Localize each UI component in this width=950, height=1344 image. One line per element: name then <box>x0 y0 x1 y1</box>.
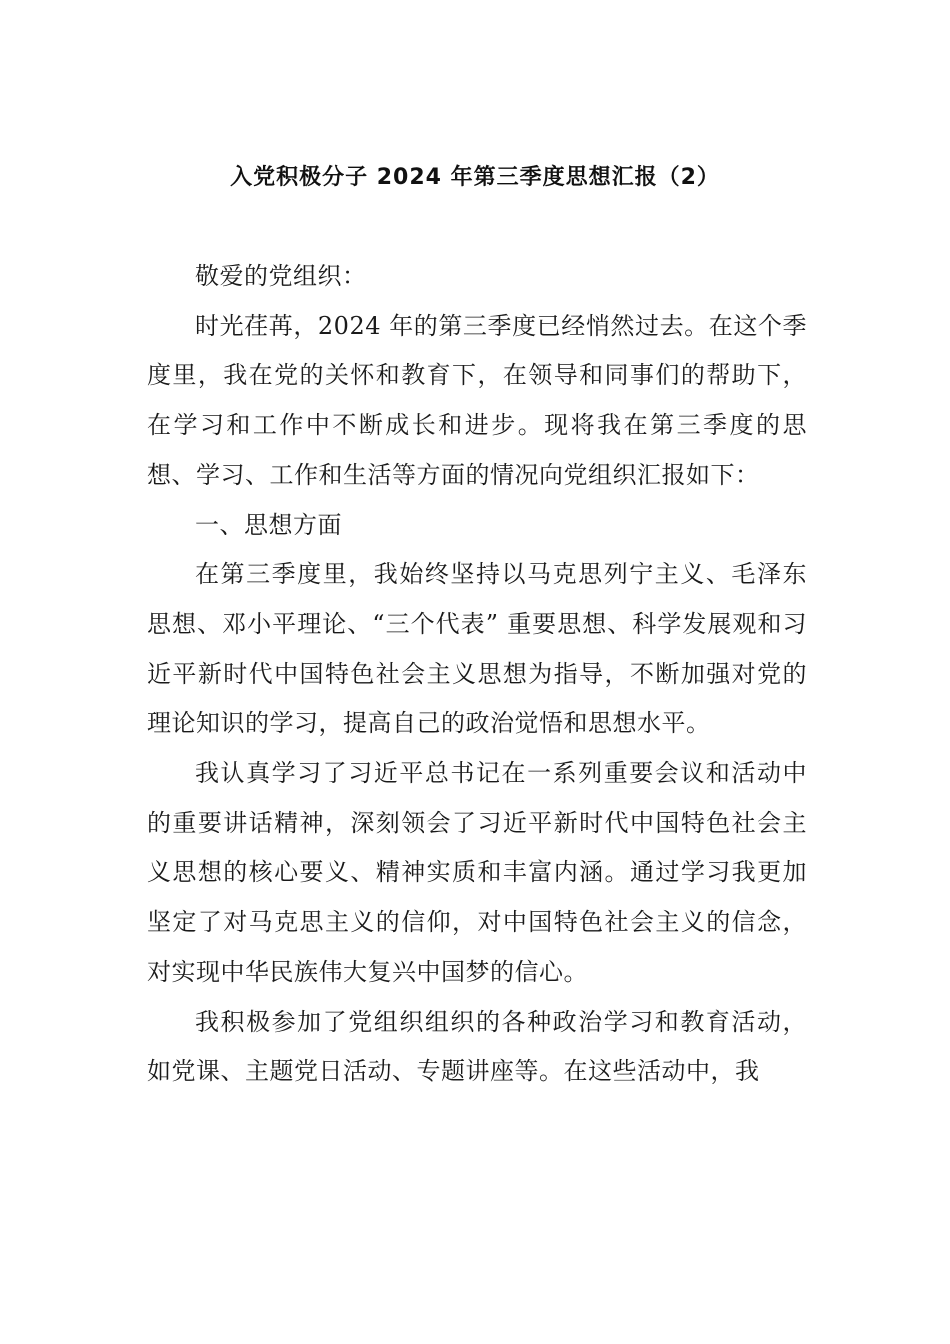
paragraph: 我积极参加了党组织组织的各种政治学习和教育活动，如党课、主题党日活动、专题讲座等。在这些活动中，我 <box>147 1007 807 1086</box>
paragraph: 时光荏苒，2024 年的第三季度已经悄然过去。在这个季度里，我在党的关怀和教育下，在领导和同事们的帮助下，在学习和工作中不断成长和进步。现将我在第三季度的思想、学习、工作和生活等方面的情况向党组织汇报如下： <box>147 311 807 489</box>
paragraph: 我认真学习了习近平总书记在一系列重要会议和活动中的重要讲话精神，深刻领会了习近平新时代中国特色社会主义思想的核心要义、精神实质和丰富内涵。通过学习我更加坚定了对马克思主义的信仰，对中国特色社会主义的信念，对实现中华民族伟大复兴中国梦的信心。 <box>147 759 807 986</box>
document-body <box>147 252 807 1097</box>
salutation: 敬爱的党组织： <box>195 262 367 290</box>
paragraph: 在第三季度里，我始终坚持以马克思列宁主义、毛泽东思想、邓小平理论、“三个代表” 重要思想、科学发展观和习近平新时代中国特色社会主义思想为指导，不断加强对党的理论知识的学习，提高自己的政治觉悟和思想水平。 <box>147 560 807 738</box>
section-heading: 一、思想方面 <box>195 510 342 539</box>
document-title: 入党积极分子 2024 年第三季度思想汇报（2） <box>230 165 720 190</box>
